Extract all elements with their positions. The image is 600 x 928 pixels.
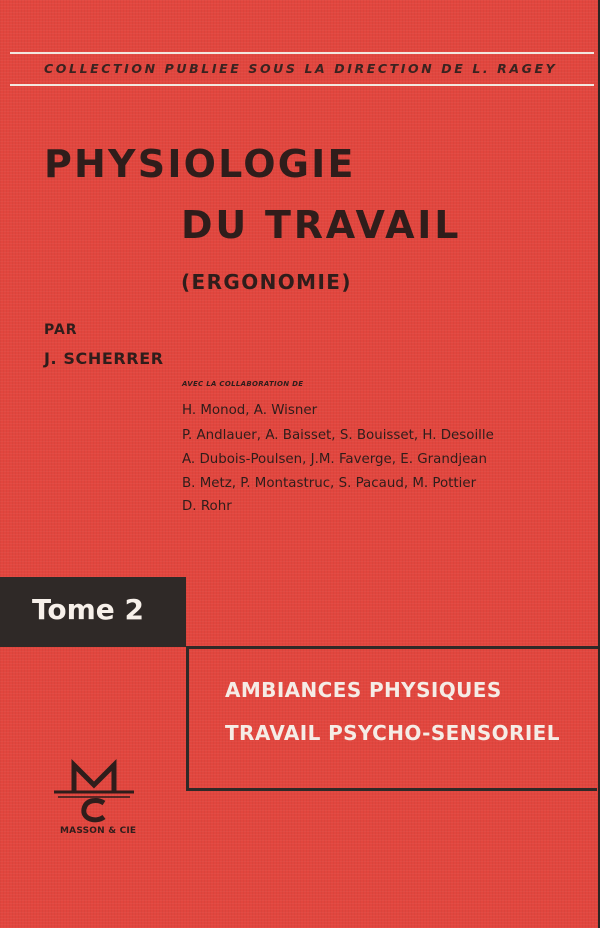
publisher-logo-icon — [54, 757, 134, 825]
contributor-line: H. Monod, A. Wisner — [182, 403, 318, 418]
volume-subject-line-2: TRAVAIL PSYCHO-SENSORIEL — [225, 721, 560, 745]
book-subtitle: (ERGONOMIE) — [181, 270, 352, 294]
top-rule — [10, 52, 594, 54]
contributor-line: D. Rohr — [182, 499, 232, 514]
contributor-line: B. Metz, P. Montastruc, S. Pacaud, M. Pottier — [182, 476, 477, 491]
book-title-line-1: PHYSIOLOGIE — [44, 142, 356, 186]
book-title-line-2: DU TRAVAIL — [181, 203, 462, 247]
series-title: COLLECTION PUBLIEE SOUS LA DIRECTION DE L. RAGEY — [44, 61, 558, 76]
contributor-line: P. Andlauer, A. Baisset, S. Bouisset, H. Desoille — [182, 428, 494, 443]
author-name: J. SCHERRER — [44, 349, 164, 368]
contributor-line: A. Dubois-Poulsen, J.M. Faverge, E. Grandjean — [182, 452, 488, 467]
volume-subject-frame — [186, 646, 597, 791]
collaboration-label: AVEC LA COLLABORATION DE — [182, 380, 304, 388]
author-prefix: PAR — [44, 322, 78, 338]
series-rule — [10, 84, 594, 86]
volume-subject-line-1: AMBIANCES PHYSIQUES — [225, 678, 502, 702]
volume-number: Tome 2 — [32, 593, 145, 626]
publisher-name: MASSON & CIE — [60, 826, 137, 836]
